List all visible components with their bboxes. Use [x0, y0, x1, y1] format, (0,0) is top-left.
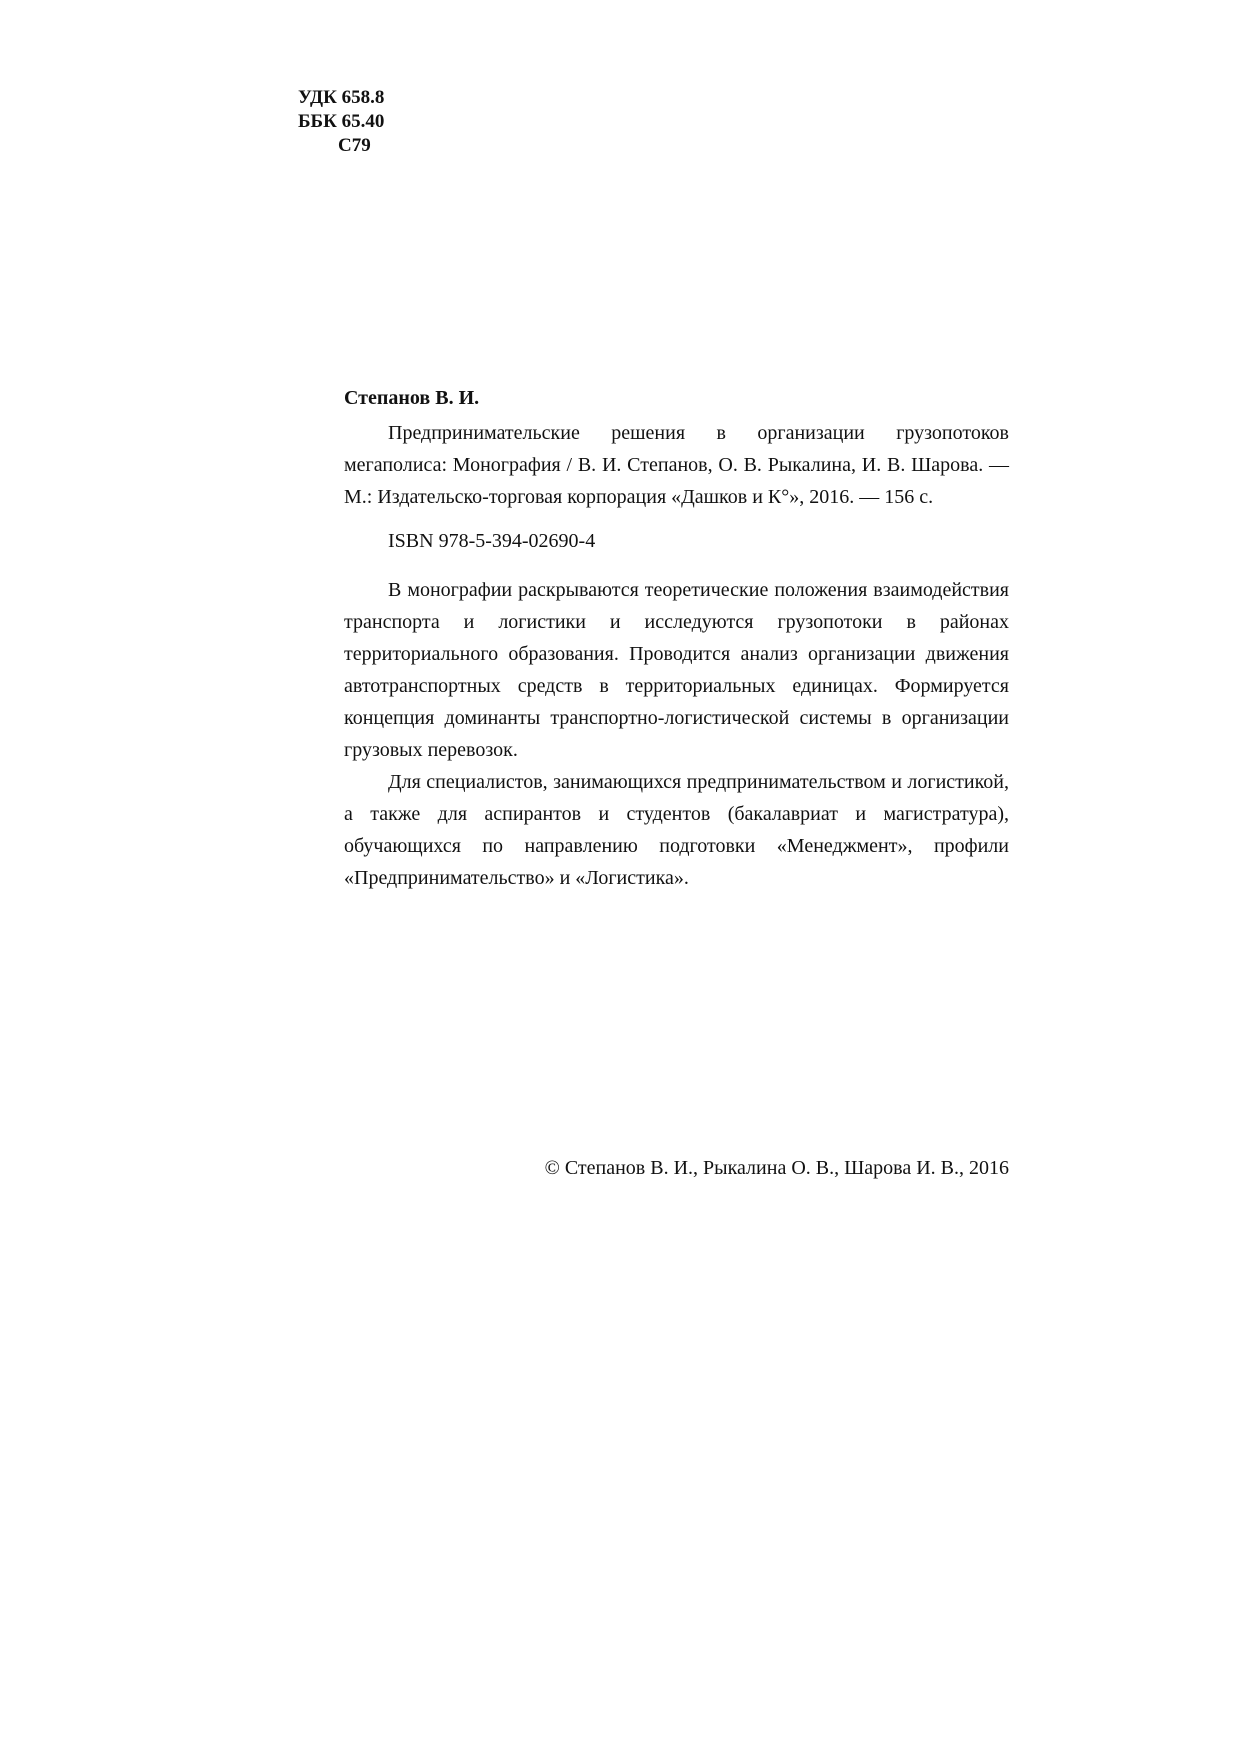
classification-codes	[298, 86, 384, 158]
abstract-paragraph: В монографии раскрываются теоретические положения взаимодействия транспорта и логистики и исследуются грузопотоки в районах территориального образования. Проводится анализ организации движения автотранспортных средств в территориальных единицах. Формируется концепция доминанты транспортно-логистической системы в организации грузовых перевозок.	[344, 579, 1009, 761]
author-mark: С79	[338, 135, 371, 156]
audience-paragraph: Для специалистов, занимающихся предпринимательством и логистикой, а также для аспирантов и студентов (бакалавриат и магистратура), обучающихся по направлению подготовки «Менеджмент», профили «Предпринимательство» и «Логистика».	[344, 771, 1009, 889]
udk-code: УДК 658.8	[298, 87, 385, 108]
isbn: ISBN 978-5-394-02690-4	[388, 530, 596, 552]
bibliographic-record	[344, 382, 1009, 894]
copyright-notice: © Степанов В. И., Рыкалина О. В., Шарова И. В., 2016	[544, 1157, 1009, 1179]
bibliographic-description: Предпринимательские решения в организации грузопотоков мегаполиса: Монография / В. И. Степанов, О. В. Рыкалина, И. В. Шарова. — М.: Издательско-торговая корпорация «Дашков и К°», 2016. — 156 с.	[344, 422, 1009, 508]
bbk-code: ББК 65.40	[298, 111, 385, 132]
author-name: Степанов В. И.	[344, 387, 480, 409]
abstract	[344, 574, 1009, 894]
